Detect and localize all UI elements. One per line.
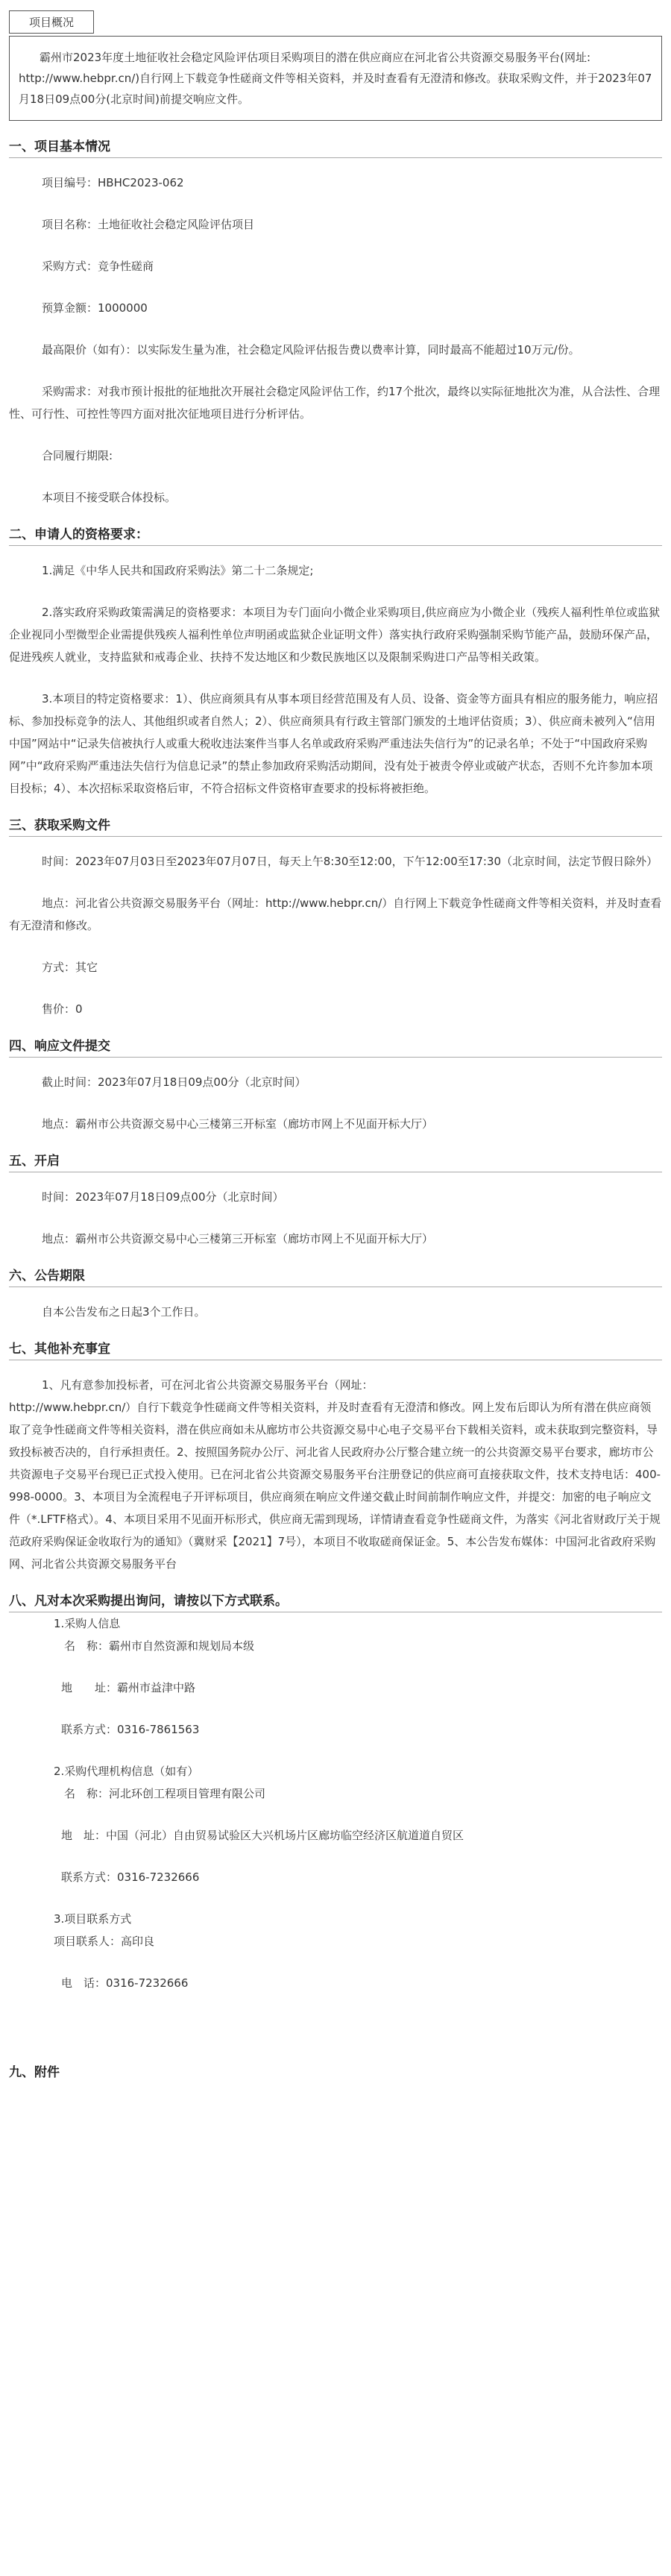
section-title-obtain-docs: 三、获取采购文件 [9,814,662,837]
section-title-submission: 四、响应文件提交 [9,1035,662,1058]
purchaser-address: 地 址：霸州市益津中路 [61,1681,196,1694]
purchaser-name: 名 称：霸州市自然资源和规划局本级 [64,1639,255,1653]
section-title-opening: 五、开启 [9,1150,662,1172]
qualification-item-3: 3.本项目的特定资格要求：1）、供应商须具有从事本项目经营范围及有人员、设备、资金等方面具有相应的服务能力，响应招标、参加投标竞争的法人、其他组织或者自然人；2）、供应商须具有行政主管部门颁发的土地评估资质；3）、供应商未被列入“信用中国”网站中“记录失信被执行人或重大税收违法案件当事人名单或政府采购严重违法失信行为”的记录名单；不处于“中国政府采购网”中“政府采购严重违法失信行为信息记录”的禁止参加政府采购活动期间，没有处于被责令停业或破产状态，否则不允许参加本项目投标；4）、本次招标采取资格后审，不符合招标文件资格审查要求的投标将被拒绝。 [9,692,658,795]
opening-place: 地点：霸州市公共资源交易中心三楼第三开标室（廊坊市网上不见面开标大厅） [42,1232,434,1245]
submission-place: 地点：霸州市公共资源交易中心三楼第三开标室（廊坊市网上不见面开标大厅） [42,1117,434,1131]
other-matters-line-1: 1、凡有意参加投标者，可在河北省公共资源交易服务平台（网址： [42,1378,374,1392]
obtain-way: 方式：其它 [42,961,98,974]
qualification-item-2: 2.落实政府采购政策需满足的资格要求：本项目为专门面向小微企业采购项目,供应商应为小微企业（残疾人福利性单位或监狱企业视同小型微型企业需提供残疾人福利性单位声明函或监狱企业证明文件）落实执行政府采购强制采购节能产品，鼓励环保产品，促进残疾人就业，支持监狱和戒毒企业、扶持不发达地区和少数民族地区以及限制采购进口产品等相关政策。 [9,606,661,664]
project-number: 项目编号：HBHC2023-062 [42,176,184,189]
project-contact-heading: 3.项目联系方式 [54,1912,132,1926]
agency-phone: 联系方式：0316-7232666 [61,1870,200,1884]
opening-time: 时间：2023年07月18日09点00分（北京时间） [42,1190,284,1204]
consortium-note: 本项目不接受联合体投标。 [42,491,177,504]
submission-deadline: 截止时间：2023年07月18日09点00分（北京时间） [42,1075,306,1089]
agency-address: 地 址：中国（河北）自由贸易试验区大兴机场片区廊坊临空经济区航道道自贸区 [61,1829,464,1842]
obtain-price: 售价：0 [42,1002,83,1016]
overview-text: 霸州市2023年度土地征收社会稳定风险评估项目采购项目的潜在供应商应在河北省公共资源交易服务平台(网址: http://www.hebpr.cn/)自行网上下载竞争性磋商文件等相关资料，并及时查看有无澄清和修改。获取采购文件，并于2023年07月18日09点00分(北京时间)前提交响应文件。 [19,51,652,106]
qualification-item-1: 1.满足《中华人民共和国政府采购法》第二十二条规定; [42,564,314,577]
tab-project-overview[interactable]: 项目概况 [9,10,94,34]
project-contact-person: 项目联系人：高印良 [54,1935,155,1948]
max-price: 最高限价（如有）：以实际发生量为准，社会稳定风险评估报告费以费率计算，同时最高不能超过10万元/份。 [42,343,580,356]
agency-info-heading: 2.采购代理机构信息（如有） [54,1765,199,1778]
section-title-contact: 八、凡对本次采购提出询问，请按以下方式联系。 [9,1590,662,1612]
section-title-basic-info: 一、项目基本情况 [9,136,662,158]
obtain-place: 地点：河北省公共资源交易服务平台（网址：http://www.hebpr.cn/）自行网上下载竞争性磋商文件等相关资料，并及时查看有无澄清和修改。 [9,896,662,932]
agency-name: 名 称：河北环创工程项目管理有限公司 [64,1787,266,1800]
contract-period: 合同履行期限: [42,449,113,462]
project-contact-phone: 电 话：0316-7232666 [61,1976,189,1990]
tab-row [9,10,662,36]
section-title-other-matters: 七、其他补充事宜 [9,1338,662,1360]
project-name: 项目名称：土地征收社会稳定风险评估项目 [42,218,255,231]
procurement-requirement: 采购需求：对我市预计报批的征地批次开展社会稳定风险评估工作，约17个批次，最终以实际征地批次为准，从合法性、合理性、可行性、可控性等四方面对批次征地项目进行分析评估。 [9,385,661,421]
budget-amount: 预算金额：1000000 [42,301,148,315]
section-title-attachments: 九、附件 [9,2065,60,2080]
section-title-qualification: 二、申请人的资格要求： [9,524,662,546]
other-matters-text: http://www.hebpr.cn/）自行下载竞争性磋商文件等相关资料，并及时查看有无澄清和修改。网上发布后即认为所有潜在供应商领取了竞争性磋商文件等相关资料，潜在供应商如未从廊坊市公共资源交易中心电子交易平台下载相关资料，或未获取到完整资料，导致投标被否决的，自行承担责任。2、按照国务院办公厅、河北省人民政府办公厅整合建立统一的公共资源交易平台要求，廊坊市公共资源电子交易平台现已正式投入使用。已在河北省公共资源交易服务平台注册登记的供应商可直接获取文件，技术支持电话：400-998-0000。3、本项目为全流程电子开评标项目，供应商须在响应文件递交截止时间前制作响应文件，并提交：加密的电子响应文件（*.LFTF格式）。4、本项目采用不见面开标形式，供应商无需到现场，详情请查看竞争性磋商文件，为落实《河北省财政厅关于规范政府采购保证金收取行为的通知》（冀财采【2021】7号），本项目不收取磋商保证金。5、本公告发布媒体：中国河北省政府采购网、河北省公共资源交易服务平台 [9,1401,661,1571]
procurement-method: 采购方式：竞争性磋商 [42,260,154,273]
section-title-notice-period: 六、公告期限 [9,1265,662,1287]
purchaser-info-heading: 1.采购人信息 [54,1617,121,1630]
notice-period-text: 自本公告发布之日起3个工作日。 [42,1305,206,1319]
overview-box [9,36,662,121]
obtain-time: 时间：2023年07月03日至2023年07月07日，每天上午8:30至12:00，下午12:00至17:30（北京时间，法定节假日除外） [42,855,658,868]
purchaser-phone: 联系方式：0316-7861563 [61,1723,200,1736]
